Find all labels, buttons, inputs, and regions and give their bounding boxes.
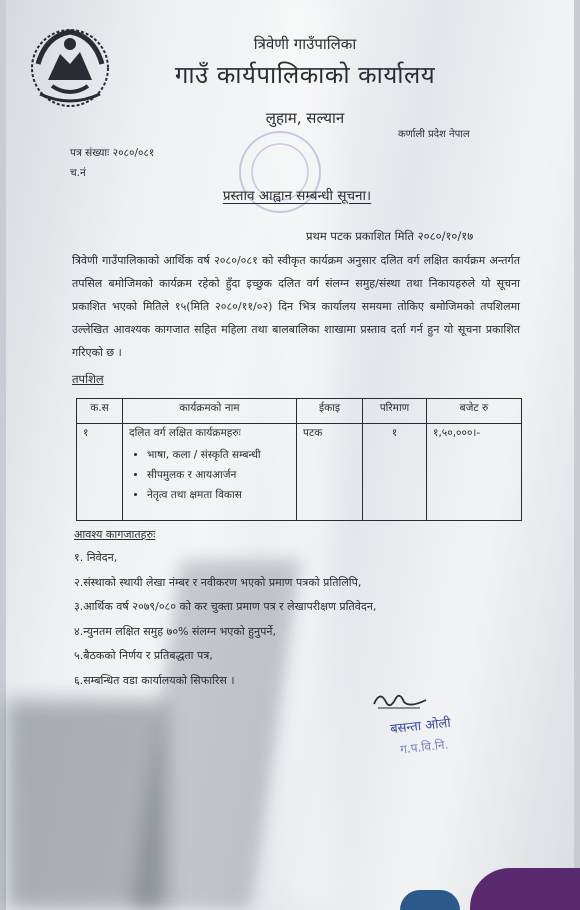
details-label: तपशिल xyxy=(72,372,104,386)
cell-program xyxy=(123,424,297,521)
col-header-program: कार्यक्रमको नाम xyxy=(123,399,297,424)
municipality-name: त्रिवेणी गाउँपालिका xyxy=(253,35,357,53)
list-item: • भाषा, कला / संस्कृति सम्बन्धी xyxy=(147,445,290,465)
list-item: • सीपमुलक र आयआर्जन xyxy=(147,465,290,485)
program-title: दलित वर्ग लक्षित कार्यक्रमहरुः xyxy=(129,427,241,439)
list-item: ६.सम्बन्धित वडा कार्यालयको सिफारिस । xyxy=(74,673,235,687)
province-name: कर्णाली प्रदेश नेपाल xyxy=(398,129,470,140)
col-header-sn: क.स xyxy=(77,399,123,424)
notice-body: त्रिवेणी गाउँपालिकाको आर्थिक वर्ष २०८०/०८१ को स्वीकृत कार्यक्रम अनुसार दलित वर्ग लक्षित कार्यक्रम अन्तर्गत तपसिल बमोजिमको कार्यक्रम रहेको हुँदा इच्छुक दलित वर्ग संलग्न समुह/संस्था तथा निकायहरुले यो सूचना प्रकाशित भएको मितिले १५(मिति २०८०/११/०२) दिन भित्र कार्यालय समयमा तोकिए बमोजिमको तपशिलमा उल्लेखित आवश्यक कागजात सहित महिला तथा बालबालिका शाखामा प्रस्ताव दर्ता गर्न हुन यो सूचना प्रकाशित गरिएको छ । xyxy=(72,254,520,359)
dispatch-number: च.नं xyxy=(70,167,86,179)
list-item: ३.आर्थिक वर्ष २०७९/०८० को कर चुक्ता प्रमाण पत्र र लेखापरीक्षण प्रतिवेदन, xyxy=(74,600,377,613)
program-items xyxy=(129,445,290,505)
col-header-budget: बजेट रु xyxy=(427,399,522,424)
published-date: प्रथम पटक प्रकाशित मिति २०८०/१०/१७ xyxy=(306,229,474,243)
notice-subject: प्रस्ताव आह्वान सम्बन्धी सूचना। xyxy=(222,188,372,204)
list-item: १. निवेदन, xyxy=(74,551,118,564)
program-table xyxy=(76,398,522,521)
cell-unit: पटक xyxy=(297,424,363,521)
col-header-quantity: परिमाण xyxy=(363,399,427,424)
signatory-name: बसन्ता ओली xyxy=(389,715,452,738)
office-location: लुहाम, सल्यान xyxy=(265,109,345,127)
table-header-row xyxy=(77,399,522,424)
list-item: २.संस्थाको स्थायी लेखा नंम्बर र नवीकरण भएको प्रमाण पत्रको प्रतिलिपि, xyxy=(74,575,362,589)
signatory-title: ग.प.वि.नि. xyxy=(399,737,450,757)
table-row xyxy=(77,424,522,521)
cell-budget: १,५०,०००।- xyxy=(427,424,522,521)
handwritten-signature xyxy=(370,686,430,714)
office-stamp xyxy=(234,126,326,218)
list-item: ५.बैठकको निर्णय र प्रतिबद्धता पत्र, xyxy=(74,649,213,662)
list-item: ४.न्युनतम लक्षित समुह ७०% संलग्न भएको हुनुपर्ने, xyxy=(74,624,276,638)
cell-sn: १ xyxy=(77,424,123,521)
cell-quantity: १ xyxy=(363,424,427,521)
documents-list xyxy=(74,546,376,693)
reference-number: पत्र संख्याः २०८०/०८१ xyxy=(70,147,155,159)
office-title: गाउँ कार्यपालिकाको कार्यालय xyxy=(174,61,436,89)
documents-heading: आवश्य कागजातहरुः xyxy=(74,528,156,541)
col-header-unit: ईकाइ xyxy=(297,399,363,424)
list-item: • नेतृत्व तथा क्षमता विकास xyxy=(147,485,290,505)
